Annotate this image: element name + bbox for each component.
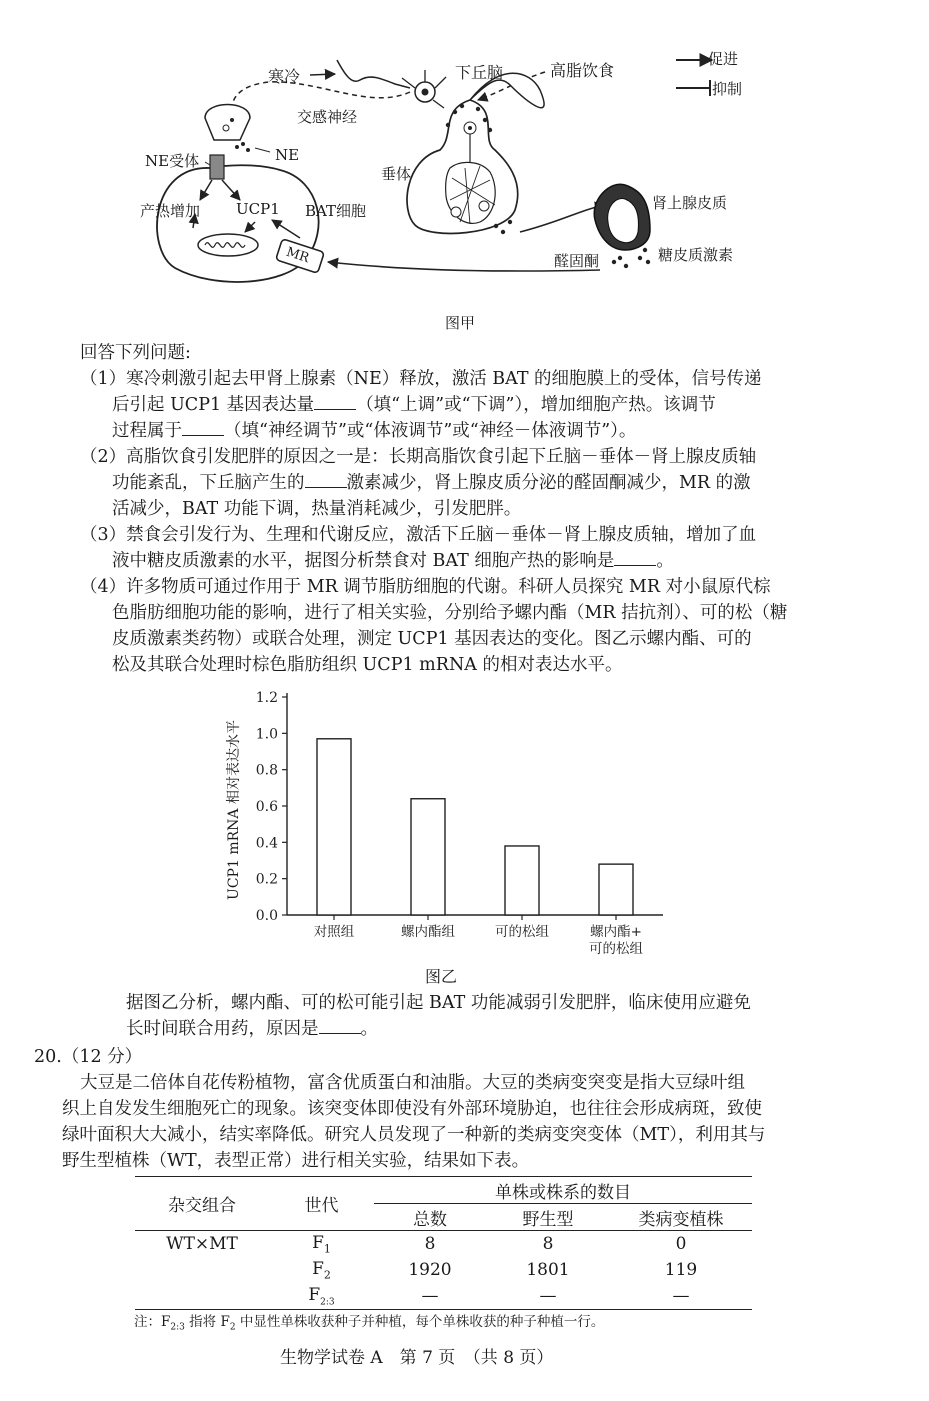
- intro-line: 回答下列问题:: [80, 343, 191, 363]
- q20-heading: 20.（12 分）: [34, 1047, 143, 1067]
- figure-yi-chart: [220, 685, 690, 985]
- results-table: [135, 1176, 752, 1310]
- q4after-line1: 据图乙分析，螺内酯、可的松可能引起 BAT 功能减弱引发肥胖，临床使用应避免: [126, 993, 751, 1013]
- nerve-terminal: [205, 105, 250, 141]
- chart-y-tick-label: 0.6: [255, 799, 278, 815]
- label-cold: 寒冷: [268, 67, 301, 86]
- chart-y-tick-label: 0.2: [255, 871, 278, 888]
- label-sympathetic: 交感神经: [297, 108, 358, 126]
- q1-line3: 过程属于 （填“神经调节”或“体液调节”或“神经－体液调节”）。: [112, 421, 637, 441]
- q20-line2: 织上自发发生细胞死亡的现象。该突变体即使没有外部环境胁迫，也往往会形成病斑，致使: [62, 1099, 762, 1119]
- th-total: 总数: [413, 1209, 447, 1230]
- q1-line1: （1）寒冷刺激引起去甲肾上腺素（NE）释放，激活 BAT 的细胞膜上的受体，信号传递: [80, 369, 762, 389]
- chart-bar: [599, 864, 633, 915]
- adrenal-cortex: [594, 184, 650, 268]
- chart-x-tick-label: 可的松组: [495, 924, 549, 940]
- chart-bar: [505, 846, 539, 915]
- q4-line1: （4）许多物质可通过作用于 MR 调节脂肪细胞的代谢。科研人员探究 MR 对小鼠原代棕: [80, 577, 771, 597]
- q2-line2: 功能紊乱，下丘脑产生的 激素减少，肾上腺皮质分泌的醛固酮减少，MR 的激: [112, 473, 751, 493]
- mitochondrion: [198, 234, 258, 256]
- q1-line2: 后引起 UCP1 基因表达量 （填“上调”或“下调”），增加细胞产热。该调节: [112, 395, 716, 415]
- answer-blank-4[interactable]: [614, 549, 656, 566]
- page-footer: 生物学试卷 A 第 7 页 （共 8 页）: [280, 1348, 554, 1368]
- th-wild: 野生型: [522, 1209, 574, 1230]
- chart-y-tick-label: 0.0: [255, 908, 278, 924]
- legend-inhibit-label: 抑制: [712, 80, 743, 98]
- chart-y-tick-label: 1.2: [255, 690, 278, 706]
- chart-y-tick-label: 0.8: [255, 762, 278, 779]
- legend-promote-label: 促进: [708, 50, 739, 68]
- chart-ylabel-wrap: [218, 700, 248, 930]
- answer-blank-1[interactable]: [314, 393, 356, 410]
- q20-line1: 大豆是二倍体自花传粉植物，富含优质蛋白和油脂。大豆的类病变突变是指大豆绿叶组: [80, 1073, 745, 1093]
- chart-ylabel: UCP1 mRNA 相对表达水平: [226, 720, 242, 900]
- figure-jia-caption: 图甲: [445, 314, 476, 332]
- q2-line3: 活减少，BAT 功能下调，热量消耗减少，引发肥胖。: [112, 499, 522, 519]
- q4-line4: 松及其联合处理时棕色脂肪组织 UCP1 mRNA 的相对表达水平。: [112, 655, 623, 675]
- figure-jia: [0, 0, 929, 330]
- q20-line3: 绿叶面积大大减小，结实率降低。研究人员发现了一种新的类病变突变体（MT），利用其与: [62, 1125, 766, 1145]
- table-row: $F_2$ 1920 1801 119: [312, 1258, 698, 1282]
- label-hypothalamus: 下丘脑: [455, 63, 504, 82]
- q20-line4: 野生型植株（WT，表型正常）进行相关实验，结果如下表。: [62, 1151, 530, 1171]
- label-glucocorticoid: 糖皮质激素: [658, 246, 734, 264]
- label-high-fat: 高脂饮食: [550, 61, 615, 80]
- chart-y-tick-label: 0.4: [255, 835, 278, 852]
- q4after-line2: 长时间联合用药，原因是 。: [126, 1019, 378, 1039]
- table-row: $F_{2:3}$ — — —: [308, 1284, 690, 1308]
- chart-bar: [411, 799, 445, 915]
- chart-x-tick-label: 螺内酯组: [401, 924, 455, 940]
- q2-line1: （2）高脂饮食引发肥胖的原因之一是：长期高脂饮食引起下丘脑－垂体－肾上腺皮质轴: [80, 447, 757, 467]
- th-count-group: 单株或株系的数目: [374, 1177, 752, 1204]
- figure-yi-caption: 图乙: [425, 967, 458, 986]
- q3-line1: （3）禁食会引发行为、生理和代谢反应，激活下丘脑－垂体－肾上腺皮质轴，增加了血: [80, 525, 757, 545]
- label-pituitary: 垂体: [381, 165, 412, 183]
- label-ne-receptor: NE受体: [145, 152, 200, 170]
- table-row: WT×MT $F_1$ 8 8 0: [166, 1232, 687, 1256]
- q4-line2: 色脂肪细胞功能的影响，进行了相关实验，分别给予螺内酯（MR 拮抗剂）、可的松（糖: [112, 603, 788, 623]
- th-cross: 杂交组合: [168, 1196, 236, 1216]
- label-aldosterone: 醛固酮: [554, 252, 600, 270]
- hypothalamus-neuron: [402, 70, 446, 108]
- chart-x-tick-label: 螺内酯+: [590, 924, 642, 940]
- answer-blank-5[interactable]: [319, 1017, 361, 1034]
- answer-blank-3[interactable]: [305, 471, 347, 488]
- q3-line2: 液中糖皮质激素的水平，据图分析禁食对 BAT 细胞产热的影响是 。: [112, 551, 674, 571]
- label-mr: MR: [284, 244, 311, 267]
- label-ucp1: UCP1: [236, 200, 280, 218]
- th-lesion: 类病变植株: [638, 1209, 724, 1230]
- th-generation: 世代: [304, 1196, 339, 1216]
- label-bat-cell: BAT细胞: [305, 202, 367, 220]
- label-adrenal-cortex: 肾上腺皮质: [652, 194, 728, 212]
- label-ne: NE: [275, 146, 300, 164]
- q4-line3: 皮质激素类药物）或联合处理，测定 UCP1 基因表达的变化。图乙示螺内酯、可的: [112, 629, 752, 649]
- ne-receptor: [210, 155, 224, 179]
- table-note: 注：$F_{2:3}$ 指将 $F_2$ 中显性单株收获种子并种植，每个单株收获的种子种植一行。: [134, 1314, 605, 1333]
- chart-bar: [317, 739, 351, 915]
- chart-y-tick-label: 1.0: [255, 726, 278, 743]
- label-heat-increase: 产热增加: [140, 202, 201, 220]
- chart-x-tick-label: 可的松组: [589, 941, 643, 957]
- chart-x-tick-label: 对照组: [313, 924, 355, 940]
- answer-blank-2[interactable]: [182, 419, 224, 436]
